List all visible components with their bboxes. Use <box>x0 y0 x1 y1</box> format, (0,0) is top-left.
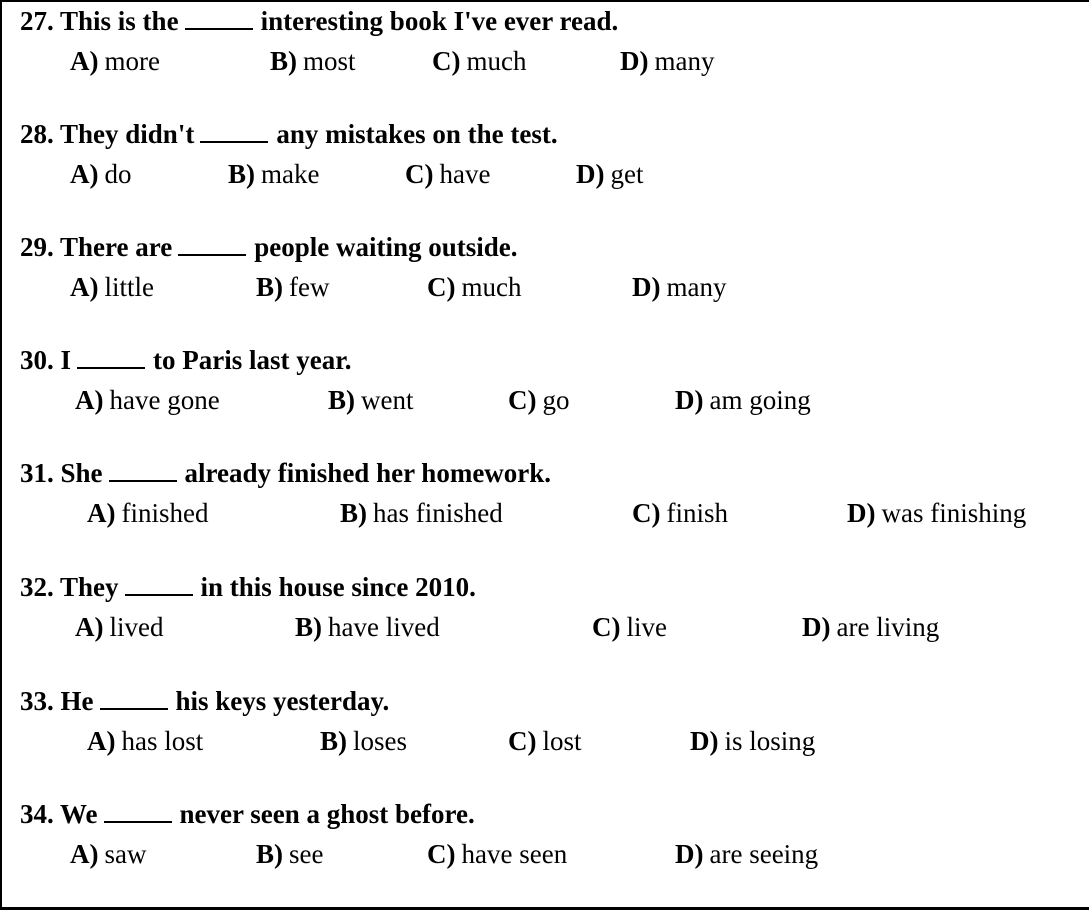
question-stem <box>20 797 475 831</box>
option-text: see <box>289 839 324 869</box>
option-letter: A) <box>70 839 99 869</box>
option-text: do <box>104 159 132 189</box>
stem-before: He <box>60 686 94 716</box>
option-text: saw <box>104 839 147 869</box>
stem-after: to Paris last year. <box>153 345 352 375</box>
option-text: has finished <box>373 498 503 528</box>
option-a[interactable] <box>75 610 164 644</box>
question-number: 33. <box>20 686 54 716</box>
option-a[interactable] <box>70 270 154 304</box>
option-text: finish <box>666 498 729 528</box>
option-letter: C) <box>592 612 621 642</box>
option-letter: D) <box>675 839 704 869</box>
answer-blank[interactable] <box>185 6 253 30</box>
option-letter: B) <box>320 726 347 756</box>
option-d[interactable] <box>576 157 644 191</box>
option-letter: B) <box>270 46 297 76</box>
answer-blank[interactable] <box>100 686 168 710</box>
option-letter: D) <box>847 498 876 528</box>
question-stem <box>20 343 351 377</box>
question-30 <box>20 343 1080 435</box>
question-number: 34. <box>20 799 54 829</box>
option-text: most <box>303 46 356 76</box>
option-letter: D) <box>620 46 649 76</box>
option-d[interactable] <box>802 610 939 644</box>
option-text: went <box>361 385 414 415</box>
option-letter: A) <box>70 159 99 189</box>
option-text: make <box>261 159 320 189</box>
option-letter: C) <box>427 272 456 302</box>
option-letter: D) <box>576 159 605 189</box>
option-text: few <box>289 272 330 302</box>
option-letter: C) <box>508 726 537 756</box>
stem-before: There are <box>60 232 173 262</box>
option-d[interactable] <box>690 724 815 758</box>
option-letter: D) <box>632 272 661 302</box>
option-text: loses <box>353 726 407 756</box>
option-letter: D) <box>802 612 831 642</box>
question-stem <box>20 4 618 38</box>
question-number: 32. <box>20 572 54 602</box>
option-c[interactable] <box>508 724 582 758</box>
option-letter: A) <box>75 612 104 642</box>
option-a[interactable] <box>70 157 132 191</box>
page-top-rule <box>0 0 1089 2</box>
option-d[interactable] <box>632 270 727 304</box>
stem-before: This is the <box>60 6 179 36</box>
question-stem <box>20 684 389 718</box>
option-c[interactable] <box>427 837 567 871</box>
option-letter: B) <box>228 159 255 189</box>
option-text: have lived <box>328 612 440 642</box>
option-c[interactable] <box>405 157 490 191</box>
question-number: 29. <box>20 232 54 262</box>
question-stem <box>20 117 558 151</box>
stem-before: We <box>60 799 98 829</box>
option-text: many <box>654 46 715 76</box>
option-letter: B) <box>256 839 283 869</box>
option-text: little <box>104 272 154 302</box>
option-b[interactable] <box>295 610 440 644</box>
option-text: much <box>461 272 522 302</box>
option-letter: C) <box>432 46 461 76</box>
option-letter: C) <box>405 159 434 189</box>
option-text: lost <box>542 726 582 756</box>
option-letter: A) <box>87 726 116 756</box>
option-text: is losing <box>724 726 816 756</box>
answer-blank[interactable] <box>77 345 145 369</box>
option-text: have <box>439 159 491 189</box>
option-letter: D) <box>675 385 704 415</box>
stem-after: already finished her homework. <box>184 458 552 488</box>
option-d[interactable] <box>847 496 1026 530</box>
answer-blank[interactable] <box>178 232 246 256</box>
question-number: 28. <box>20 119 54 149</box>
option-letter: B) <box>328 385 355 415</box>
option-text: have gone <box>109 385 220 415</box>
option-b[interactable] <box>256 270 329 304</box>
option-text: more <box>104 46 160 76</box>
stem-after: his keys yesterday. <box>175 686 390 716</box>
option-text: finished <box>121 498 209 528</box>
page-left-rule <box>0 0 2 910</box>
option-text: was finishing <box>881 498 1027 528</box>
stem-after: people waiting outside. <box>254 232 518 262</box>
option-letter: C) <box>632 498 661 528</box>
option-text: go <box>542 385 570 415</box>
option-d[interactable] <box>675 383 811 417</box>
option-b[interactable] <box>328 383 413 417</box>
option-letter: A) <box>70 46 99 76</box>
question-27 <box>20 4 1080 96</box>
option-text: lived <box>109 612 164 642</box>
question-number: 30. <box>20 345 54 375</box>
option-c[interactable] <box>432 44 527 78</box>
option-d[interactable] <box>620 44 715 78</box>
option-a[interactable] <box>70 837 147 871</box>
option-c[interactable] <box>508 383 570 417</box>
option-b[interactable] <box>320 724 407 758</box>
option-text: many <box>666 272 727 302</box>
option-letter: C) <box>427 839 456 869</box>
option-letter: B) <box>340 498 367 528</box>
option-letter: C) <box>508 385 537 415</box>
option-c[interactable] <box>427 270 522 304</box>
option-text: have seen <box>461 839 568 869</box>
option-text: get <box>610 159 644 189</box>
question-stem <box>20 456 551 490</box>
option-text: are seeing <box>709 839 819 869</box>
option-text: live <box>626 612 667 642</box>
option-letter: B) <box>256 272 283 302</box>
option-c[interactable] <box>632 496 728 530</box>
option-a[interactable] <box>87 724 203 758</box>
question-stem <box>20 570 476 604</box>
option-a[interactable] <box>75 383 220 417</box>
question-28 <box>20 117 1080 209</box>
answer-blank[interactable] <box>200 119 268 143</box>
question-32 <box>20 570 1080 662</box>
option-text: am going <box>709 385 811 415</box>
stem-before: They <box>60 572 119 602</box>
question-33 <box>20 684 1080 776</box>
stem-before: She <box>60 458 103 488</box>
stem-after: any mistakes on the test. <box>276 119 558 149</box>
question-number: 31. <box>20 458 54 488</box>
option-letter: D) <box>690 726 719 756</box>
option-letter: A) <box>87 498 116 528</box>
question-34 <box>20 797 1080 889</box>
stem-before: They didn't <box>60 119 195 149</box>
option-d[interactable] <box>675 837 818 871</box>
option-text: has lost <box>121 726 204 756</box>
question-31 <box>20 456 1080 548</box>
question-stem <box>20 230 518 264</box>
answer-blank[interactable] <box>109 458 177 482</box>
stem-after: never seen a ghost before. <box>179 799 475 829</box>
option-text: much <box>466 46 527 76</box>
question-number: 27. <box>20 6 54 36</box>
stem-before: I <box>60 345 72 375</box>
option-letter: A) <box>70 272 99 302</box>
option-b[interactable] <box>228 157 319 191</box>
option-letter: A) <box>75 385 104 415</box>
stem-after: in this house since 2010. <box>200 572 476 602</box>
option-b[interactable] <box>340 496 503 530</box>
option-b[interactable] <box>256 837 323 871</box>
option-a[interactable] <box>87 496 209 530</box>
question-29 <box>20 230 1080 322</box>
answer-blank[interactable] <box>125 572 193 596</box>
option-b[interactable] <box>270 44 356 78</box>
option-a[interactable] <box>70 44 160 78</box>
answer-blank[interactable] <box>104 799 172 823</box>
option-text: are living <box>836 612 940 642</box>
option-letter: B) <box>295 612 322 642</box>
option-c[interactable] <box>592 610 667 644</box>
stem-after: interesting book I've ever read. <box>260 6 619 36</box>
